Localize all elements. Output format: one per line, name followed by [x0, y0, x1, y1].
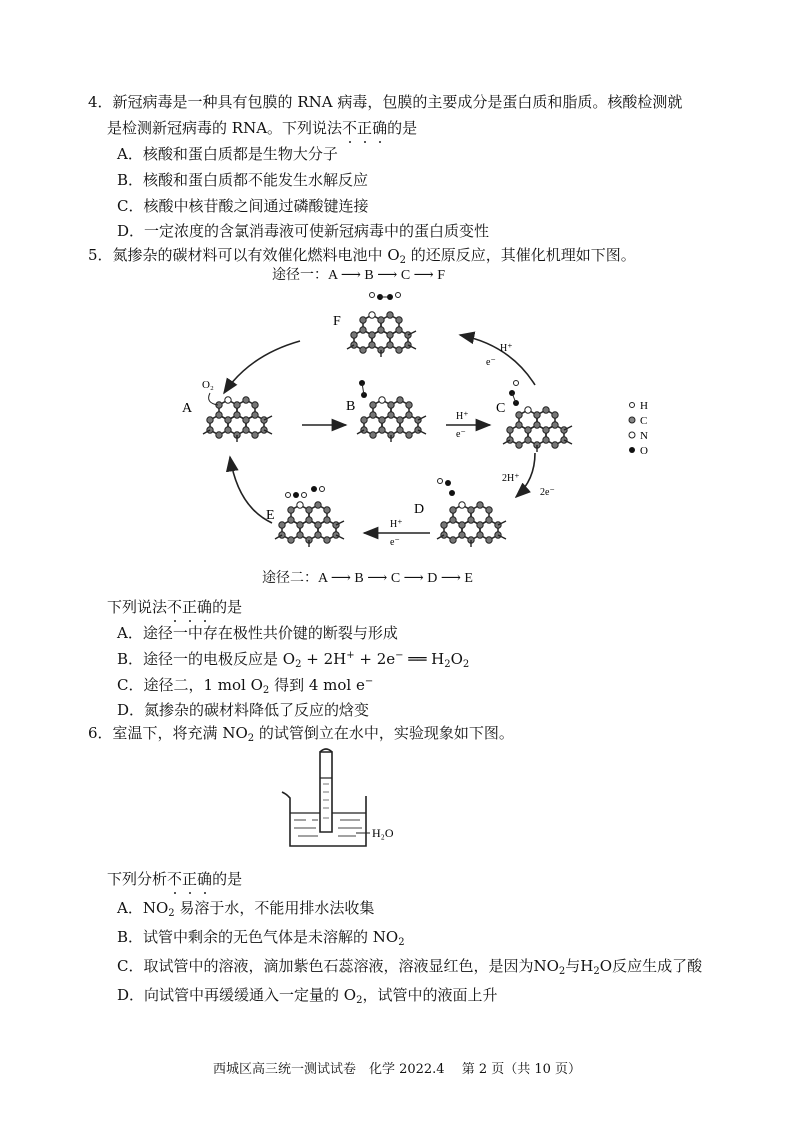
q6-lead: 下列分析不正确的是	[107, 870, 243, 888]
q5-lead: 下列说法不正确的是	[107, 598, 243, 616]
legend-c-icon	[629, 417, 635, 423]
o-atom-icon	[293, 492, 299, 498]
q6-option-d[interactable]: D．向试管中再缓缓通入一定量的 $O_2$，试管中的液面上升	[117, 986, 498, 1006]
o-atom-icon	[311, 486, 317, 492]
legend-n-icon	[629, 432, 635, 438]
svg-text:H: H	[640, 400, 648, 412]
q5-path2: 途径二：A ⟶ B ⟶ C ⟶ D ⟶ E	[262, 571, 473, 586]
q6-beaker-figure	[280, 748, 430, 853]
q5-option-c[interactable]: C．途径二，1 mol $O_2$ 得到 4 mol e−	[117, 676, 374, 696]
arrow-de-top-label: H⁺	[390, 519, 403, 530]
q6-option-b[interactable]: B．试管中剩余的无色气体是未溶解的 $NO_2$	[117, 928, 405, 948]
q5-option-a[interactable]: A．途径一中存在极性共价键的断裂与形成	[117, 624, 398, 642]
page-footer: 西城区高三统一测试试卷 化学 2022.4 第 2 页（共 10 页）	[212, 1062, 582, 1077]
q4-stem-line1: 4．新冠病毒是一种具有包膜的 RNA 病毒，包膜的主要成分是蛋白质和脂质。核酸检测就	[88, 93, 683, 111]
arrow-f-to-a-icon	[224, 341, 300, 393]
arrow-cf-top-label: H⁺	[500, 343, 513, 354]
label-e: E	[266, 508, 275, 523]
water-label: H₂O	[372, 826, 394, 840]
o-atom-icon	[445, 480, 451, 486]
o2-label: O₂	[202, 379, 214, 391]
q5-mechanism-figure	[150, 285, 680, 585]
q6-number: 6．	[88, 724, 113, 742]
q4-stem-line2: 是检测新冠病毒的 RNA。下列说法不正确的是	[107, 119, 418, 137]
o-atom-icon	[449, 490, 455, 496]
arrow-de-bot-label: e⁻	[390, 537, 400, 548]
q5-path1: 途径一：A ⟶ B ⟶ C ⟶ F	[272, 268, 446, 283]
label-f: F	[333, 314, 341, 329]
svg-text:O: O	[640, 445, 648, 457]
q4-option-d[interactable]: D．一定浓度的含氯消毒液可使新冠病毒中的蛋白质变性	[117, 222, 490, 240]
h-atom-icon	[370, 293, 375, 298]
q5-number: 5．	[88, 246, 113, 264]
h-atom-icon	[320, 487, 325, 492]
q4-option-c[interactable]: C．核酸中核苷酸之间通过磷酸键连接	[117, 197, 369, 215]
h-atom-icon	[514, 381, 519, 386]
q4-number: 4．	[88, 93, 113, 111]
arrow-c-to-f-icon	[460, 335, 535, 385]
atom-legend	[629, 400, 648, 457]
arrow-bc-top-label: H⁺	[456, 411, 469, 422]
arrow-cd-top-label: 2H⁺	[502, 473, 520, 484]
label-b: B	[346, 399, 356, 414]
arrow-cf-bot-label: e⁻	[486, 357, 496, 368]
q6-option-a[interactable]: A．$NO_2$ 易溶于水，不能用排水法收集	[117, 899, 375, 919]
q5-option-b[interactable]: B．途径一的电极反应是 $O_2 + 2H^+ + 2e^-$ ══ $H_2O_2$	[117, 650, 470, 670]
q5-stem: 5．氮掺杂的碳材料可以有效催化燃料电池中 $O_2$ 的还原反应，其催化机理如下图。	[88, 246, 636, 266]
q4-option-b[interactable]: B．核酸和蛋白质都不能发生水解反应	[117, 171, 369, 189]
svg-text:C: C	[640, 415, 648, 427]
label-c: C	[496, 401, 506, 416]
structure-e	[275, 502, 344, 547]
q6-option-c[interactable]: C．取试管中的溶液，滴加紫色石蕊溶液，溶液显红色，是因为$NO_2$与$H_2O$反应生成了酸	[117, 957, 703, 977]
label-d: D	[414, 502, 425, 517]
structure-f	[347, 312, 416, 357]
h-atom-icon	[396, 293, 401, 298]
legend-h-icon	[630, 403, 635, 408]
h-atom-icon	[438, 479, 443, 484]
q5-option-d[interactable]: D．氮掺杂的碳材料降低了反应的焓变	[117, 701, 370, 719]
structure-d	[437, 502, 506, 547]
legend-o-icon	[629, 447, 635, 453]
q4-option-a[interactable]: A．核酸和蛋白质都是生物大分子	[117, 145, 338, 163]
q6-stem: 6．室温下，将充满 $NO_2$ 的试管倒立在水中，实验现象如下图。	[88, 724, 514, 744]
h-atom-icon	[286, 493, 291, 498]
svg-text:N: N	[640, 430, 648, 442]
structure-c	[503, 407, 572, 452]
label-a: A	[182, 401, 193, 416]
arrow-cd-bot-label: 2e⁻	[540, 487, 555, 498]
arrow-bc-bot-label: e⁻	[456, 429, 466, 440]
structure-b	[357, 397, 426, 442]
h-atom-icon	[302, 493, 307, 498]
